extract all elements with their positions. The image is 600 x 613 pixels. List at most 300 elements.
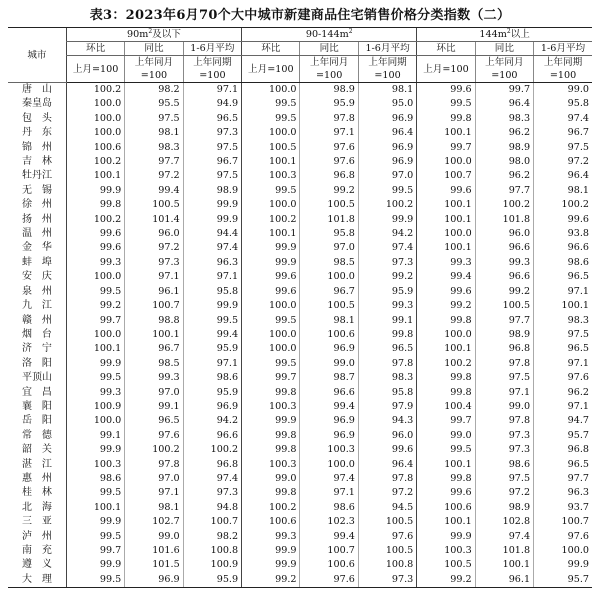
index-value: 100.1 — [66, 342, 124, 356]
index-value: 98.3 — [125, 141, 183, 155]
index-value: 97.5 — [183, 141, 241, 155]
table-row — [8, 213, 592, 227]
index-value: 96.5 — [358, 342, 416, 356]
index-value: 99.1 — [66, 429, 124, 443]
index-value: 100.1 — [417, 126, 475, 140]
city-name: 烟台 — [22, 328, 52, 340]
index-value: 98.1 — [358, 83, 416, 98]
yoy-header: 同比 — [125, 42, 183, 56]
index-value: 96.6 — [475, 270, 533, 284]
city-name: 牡丹江 — [22, 170, 52, 182]
index-value: 98.9 — [475, 141, 533, 155]
index-value: 94.8 — [183, 501, 241, 515]
city-name: 惠州 — [22, 472, 52, 484]
index-value: 99.5 — [242, 97, 300, 111]
index-value: 98.9 — [475, 501, 533, 515]
table-row — [8, 472, 592, 486]
index-value: 99.4 — [183, 328, 241, 342]
index-value: 99.2 — [66, 299, 124, 313]
city-name: 遵义 — [22, 559, 52, 571]
index-value: 100.0 — [242, 126, 300, 140]
index-value: 99.0 — [125, 530, 183, 544]
index-value: 97.8 — [358, 357, 416, 371]
table-row — [8, 314, 592, 328]
index-value: 97.1 — [534, 400, 592, 414]
table-row — [8, 169, 592, 183]
city-name: 泉州 — [22, 285, 52, 297]
index-value: 99.8 — [242, 443, 300, 457]
index-value: 100.0 — [300, 270, 358, 284]
city-name: 三亚 — [22, 516, 52, 528]
index-value: 100.7 — [300, 544, 358, 558]
index-value: 97.5 — [534, 328, 592, 342]
index-value: 100.2 — [125, 443, 183, 457]
index-value: 102.7 — [125, 515, 183, 529]
index-value: 99.3 — [475, 256, 533, 270]
index-value: 100.0 — [242, 83, 300, 98]
mom-header: 环比 — [417, 42, 475, 56]
index-value: 98.6 — [534, 256, 592, 270]
city-name: 宜昌 — [22, 386, 52, 398]
index-value: 99.4 — [300, 530, 358, 544]
table-row — [8, 429, 592, 443]
index-value: 96.9 — [358, 141, 416, 155]
index-value: 101.8 — [475, 213, 533, 227]
index-value: 96.3 — [183, 256, 241, 270]
base-last-year-period: 上年同期=100 — [534, 56, 592, 83]
index-value: 100.2 — [475, 198, 533, 212]
index-value: 96.2 — [475, 169, 533, 183]
index-value: 98.2 — [125, 83, 183, 98]
index-value: 96.4 — [534, 169, 592, 183]
index-value: 99.8 — [417, 314, 475, 328]
index-value: 97.1 — [534, 285, 592, 299]
index-value: 99.5 — [66, 371, 124, 385]
city-name: 平顶山 — [22, 372, 52, 384]
index-value: 98.1 — [534, 184, 592, 198]
index-value: 97.1 — [183, 357, 241, 371]
index-value: 100.1 — [417, 213, 475, 227]
index-value: 98.0 — [475, 155, 533, 169]
index-value: 95.7 — [534, 429, 592, 443]
index-value: 97.8 — [125, 458, 183, 472]
city-name: 唐山 — [22, 84, 52, 95]
index-value: 97.6 — [534, 371, 592, 385]
index-value: 99.4 — [125, 184, 183, 198]
index-value: 99.6 — [417, 285, 475, 299]
index-value: 96.2 — [475, 126, 533, 140]
table-row — [8, 573, 592, 588]
city-name: 九江 — [22, 300, 52, 312]
index-value: 96.1 — [475, 573, 533, 588]
index-value: 99.7 — [417, 414, 475, 428]
index-value: 100.0 — [242, 299, 300, 313]
index-value: 94.5 — [358, 501, 416, 515]
price-index-table — [8, 27, 592, 588]
index-value: 99.7 — [242, 371, 300, 385]
index-value: 100.8 — [183, 544, 241, 558]
index-value: 99.3 — [417, 256, 475, 270]
index-value: 100.0 — [66, 97, 124, 111]
index-value: 99.2 — [300, 184, 358, 198]
index-value: 97.1 — [125, 486, 183, 500]
index-value: 97.5 — [534, 141, 592, 155]
index-value: 99.8 — [242, 386, 300, 400]
index-value: 99.9 — [66, 357, 124, 371]
index-value: 96.6 — [534, 241, 592, 255]
table-row — [8, 141, 592, 155]
index-value: 97.8 — [475, 414, 533, 428]
index-value: 97.6 — [358, 530, 416, 544]
index-value: 96.9 — [300, 414, 358, 428]
index-value: 97.6 — [300, 573, 358, 588]
city-name: 金华 — [22, 242, 52, 254]
table-row — [8, 400, 592, 414]
group-header-medium: $90-144m^2$ — [242, 28, 417, 42]
index-value: 93.7 — [534, 501, 592, 515]
index-value: 99.8 — [66, 198, 124, 212]
table-row — [8, 198, 592, 212]
index-value: 94.2 — [358, 227, 416, 241]
index-value: 97.0 — [300, 241, 358, 255]
index-value: 99.8 — [242, 486, 300, 500]
city-name: 桂林 — [22, 487, 52, 499]
index-value: 102.3 — [300, 515, 358, 529]
index-value: 100.5 — [358, 544, 416, 558]
index-value: 99.8 — [242, 429, 300, 443]
index-value: 97.8 — [300, 112, 358, 126]
index-value: 99.8 — [417, 112, 475, 126]
index-value: 98.9 — [300, 83, 358, 98]
index-value: 100.0 — [66, 328, 124, 342]
index-value: 100.3 — [66, 458, 124, 472]
ytd-avg-header: 1-6月平均 — [183, 42, 241, 56]
ytd-avg-header: 1-6月平均 — [358, 42, 416, 56]
index-value: 100.3 — [300, 443, 358, 457]
index-value: 100.3 — [242, 169, 300, 183]
index-value: 100.0 — [534, 544, 592, 558]
city-name: 包头 — [22, 112, 52, 124]
index-value: 100.0 — [66, 414, 124, 428]
table-row — [8, 443, 592, 457]
index-value: 96.9 — [300, 342, 358, 356]
index-value: 100.2 — [183, 443, 241, 457]
index-value: 98.8 — [125, 314, 183, 328]
table-title: 表3：2023年6月70个大中城市新建商品住宅销售价格分类指数（二） — [89, 8, 511, 23]
index-value: 99.3 — [66, 256, 124, 270]
index-value: 99.9 — [417, 530, 475, 544]
index-value: 96.4 — [475, 97, 533, 111]
city-name: 安庆 — [22, 271, 52, 283]
index-value: 97.2 — [125, 169, 183, 183]
index-value: 100.9 — [183, 558, 241, 572]
index-value: 99.6 — [242, 270, 300, 284]
index-value: 100.1 — [417, 241, 475, 255]
index-value: 99.8 — [358, 328, 416, 342]
index-value: 100.5 — [358, 515, 416, 529]
index-value: 95.8 — [534, 97, 592, 111]
index-value: 97.8 — [358, 472, 416, 486]
index-value: 97.7 — [475, 184, 533, 198]
index-value: 96.3 — [534, 486, 592, 500]
index-value: 100.0 — [300, 458, 358, 472]
index-value: 100.1 — [417, 198, 475, 212]
index-value: 97.9 — [358, 400, 416, 414]
table-row — [8, 386, 592, 400]
base-last-month: 上月=100 — [66, 56, 124, 83]
table-row — [8, 227, 592, 241]
index-value: 99.9 — [66, 184, 124, 198]
index-value: 99.0 — [417, 429, 475, 443]
index-value: 99.9 — [242, 544, 300, 558]
city-name: 锦州 — [22, 141, 52, 153]
index-value: 100.3 — [242, 458, 300, 472]
city-name: 丹东 — [22, 127, 52, 139]
index-value: 99.8 — [417, 371, 475, 385]
index-value: 96.6 — [475, 241, 533, 255]
index-value: 96.9 — [125, 573, 183, 588]
index-value: 98.1 — [125, 501, 183, 515]
index-value: 99.9 — [242, 558, 300, 572]
city-column-header: 城市 — [8, 28, 66, 83]
index-value: 100.8 — [358, 558, 416, 572]
index-value: 96.8 — [300, 169, 358, 183]
index-value: 97.2 — [125, 241, 183, 255]
index-value: 97.3 — [358, 573, 416, 588]
table-row — [8, 241, 592, 255]
index-value: 95.8 — [358, 386, 416, 400]
index-value: 100.0 — [66, 126, 124, 140]
index-value: 99.9 — [183, 299, 241, 313]
index-value: 100.3 — [417, 544, 475, 558]
table-row — [8, 112, 592, 126]
index-value: 100.1 — [242, 155, 300, 169]
index-value: 100.2 — [242, 213, 300, 227]
index-value: 99.9 — [66, 515, 124, 529]
index-value: 98.1 — [125, 126, 183, 140]
index-value: 95.7 — [534, 573, 592, 588]
index-value: 97.7 — [475, 314, 533, 328]
index-value: 97.4 — [475, 530, 533, 544]
index-value: 100.0 — [242, 328, 300, 342]
city-name: 蚌埠 — [22, 256, 52, 268]
index-value: 101.4 — [125, 213, 183, 227]
index-value: 98.2 — [183, 530, 241, 544]
index-value: 96.5 — [125, 414, 183, 428]
index-value: 99.7 — [417, 141, 475, 155]
index-value: 97.0 — [358, 169, 416, 183]
index-value: 100.5 — [475, 299, 533, 313]
city-name: 扬州 — [22, 213, 52, 225]
index-value: 97.0 — [125, 472, 183, 486]
index-value: 99.8 — [417, 472, 475, 486]
city-name: 岳阳 — [22, 415, 52, 427]
index-value: 96.9 — [358, 112, 416, 126]
index-value: 96.4 — [358, 458, 416, 472]
index-value: 94.2 — [183, 414, 241, 428]
index-value: 99.5 — [66, 530, 124, 544]
table-row — [8, 299, 592, 313]
index-value: 98.9 — [475, 328, 533, 342]
base-last-year-period: 上年同期=100 — [358, 56, 416, 83]
index-value: 100.0 — [417, 328, 475, 342]
index-value: 98.6 — [183, 371, 241, 385]
index-value: 96.5 — [534, 342, 592, 356]
table-row — [8, 328, 592, 342]
index-value: 98.7 — [300, 371, 358, 385]
index-value: 97.6 — [534, 530, 592, 544]
index-value: 99.7 — [66, 544, 124, 558]
index-value: 99.0 — [300, 357, 358, 371]
city-name: 无锡 — [22, 184, 52, 196]
index-value: 100.6 — [300, 328, 358, 342]
index-value: 99.2 — [417, 573, 475, 588]
index-value: 100.0 — [417, 155, 475, 169]
index-value: 99.7 — [475, 83, 533, 98]
index-value: 99.2 — [417, 299, 475, 313]
group-header-large: $144m^2$以上 — [417, 28, 592, 42]
city-name: 洛阳 — [22, 357, 52, 369]
index-value: 99.5 — [417, 443, 475, 457]
index-value: 96.5 — [534, 270, 592, 284]
index-value: 99.2 — [358, 270, 416, 284]
index-value: 100.2 — [242, 501, 300, 515]
index-value: 99.5 — [66, 573, 124, 588]
index-value: 94.7 — [534, 414, 592, 428]
index-value: 100.5 — [417, 558, 475, 572]
table-row — [8, 126, 592, 140]
index-value: 97.2 — [475, 486, 533, 500]
index-value: 96.5 — [534, 458, 592, 472]
index-value: 97.1 — [534, 357, 592, 371]
index-value: 101.8 — [475, 544, 533, 558]
city-name: 湛江 — [22, 458, 52, 470]
index-value: 100.7 — [183, 515, 241, 529]
index-value: 99.0 — [475, 400, 533, 414]
index-value: 99.9 — [242, 241, 300, 255]
city-name: 泸州 — [22, 530, 52, 542]
index-value: 101.5 — [125, 558, 183, 572]
index-value: 98.3 — [475, 112, 533, 126]
index-value: 98.5 — [125, 357, 183, 371]
yoy-header: 同比 — [300, 42, 358, 56]
index-value: 96.9 — [358, 155, 416, 169]
index-value: 99.9 — [242, 256, 300, 270]
index-value: 99.9 — [183, 213, 241, 227]
city-name: 北海 — [22, 501, 52, 513]
index-value: 99.6 — [534, 213, 592, 227]
index-value: 97.0 — [125, 386, 183, 400]
index-value: 99.4 — [300, 400, 358, 414]
table-row — [8, 256, 592, 270]
index-value: 96.4 — [358, 126, 416, 140]
city-name: 襄阳 — [22, 400, 52, 412]
index-value: 97.4 — [358, 241, 416, 255]
index-value: 97.5 — [475, 472, 533, 486]
table-row — [8, 515, 592, 529]
index-value: 97.5 — [475, 371, 533, 385]
table-row — [8, 342, 592, 356]
base-last-year-period: 上年同期=100 — [183, 56, 241, 83]
index-value: 98.1 — [300, 314, 358, 328]
base-last-year-month: 上年同月=100 — [125, 56, 183, 83]
index-value: 100.7 — [534, 515, 592, 529]
index-value: 99.5 — [242, 314, 300, 328]
index-value: 100.1 — [66, 169, 124, 183]
index-value: 100.5 — [300, 198, 358, 212]
index-value: 99.9 — [358, 213, 416, 227]
index-value: 96.6 — [300, 386, 358, 400]
index-value: 99.9 — [534, 558, 592, 572]
table-row — [8, 83, 592, 98]
index-value: 100.0 — [66, 270, 124, 284]
index-value: 99.9 — [66, 558, 124, 572]
index-value: 96.7 — [125, 342, 183, 356]
index-value: 99.5 — [358, 184, 416, 198]
index-value: 96.8 — [475, 342, 533, 356]
city-name: 大理 — [8, 573, 66, 588]
index-value: 96.0 — [475, 227, 533, 241]
index-value: 94.3 — [358, 414, 416, 428]
index-value: 100.1 — [417, 458, 475, 472]
city-name: 吉林 — [22, 156, 52, 168]
index-value: 100.5 — [242, 141, 300, 155]
index-value: 99.2 — [475, 285, 533, 299]
index-value: 97.6 — [300, 155, 358, 169]
index-value: 97.3 — [125, 256, 183, 270]
index-value: 98.5 — [300, 256, 358, 270]
index-value: 96.6 — [183, 429, 241, 443]
table-row — [8, 285, 592, 299]
mom-header: 环比 — [66, 42, 124, 56]
index-value: 95.9 — [183, 573, 241, 588]
index-value: 100.1 — [417, 515, 475, 529]
group-header-small: $90m^2$及以下 — [66, 28, 241, 42]
index-value: 99.6 — [358, 443, 416, 457]
index-value: 99.5 — [66, 285, 124, 299]
index-value: 99.8 — [417, 386, 475, 400]
index-value: 100.1 — [417, 342, 475, 356]
index-value: 97.7 — [125, 155, 183, 169]
index-value: 97.4 — [534, 112, 592, 126]
index-value: 98.3 — [358, 371, 416, 385]
index-value: 100.6 — [66, 141, 124, 155]
index-value: 97.1 — [125, 270, 183, 284]
index-value: 100.0 — [242, 342, 300, 356]
index-value: 99.6 — [66, 241, 124, 255]
index-value: 99.1 — [125, 400, 183, 414]
mom-header: 环比 — [242, 42, 300, 56]
table-row — [8, 270, 592, 284]
index-value: 99.0 — [242, 472, 300, 486]
index-value: 100.2 — [417, 357, 475, 371]
index-value: 99.9 — [183, 198, 241, 212]
index-value: 100.2 — [66, 213, 124, 227]
index-value: 99.5 — [242, 184, 300, 198]
index-value: 99.3 — [242, 530, 300, 544]
index-value: 100.1 — [475, 558, 533, 572]
index-value: 97.1 — [300, 486, 358, 500]
index-value: 97.1 — [300, 126, 358, 140]
index-value: 100.2 — [534, 198, 592, 212]
index-value: 100.0 — [242, 198, 300, 212]
table-row — [8, 544, 592, 558]
index-value: 95.9 — [358, 285, 416, 299]
index-value: 100.6 — [300, 558, 358, 572]
index-value: 100.4 — [417, 400, 475, 414]
index-value: 94.4 — [183, 227, 241, 241]
table-row — [8, 97, 592, 111]
